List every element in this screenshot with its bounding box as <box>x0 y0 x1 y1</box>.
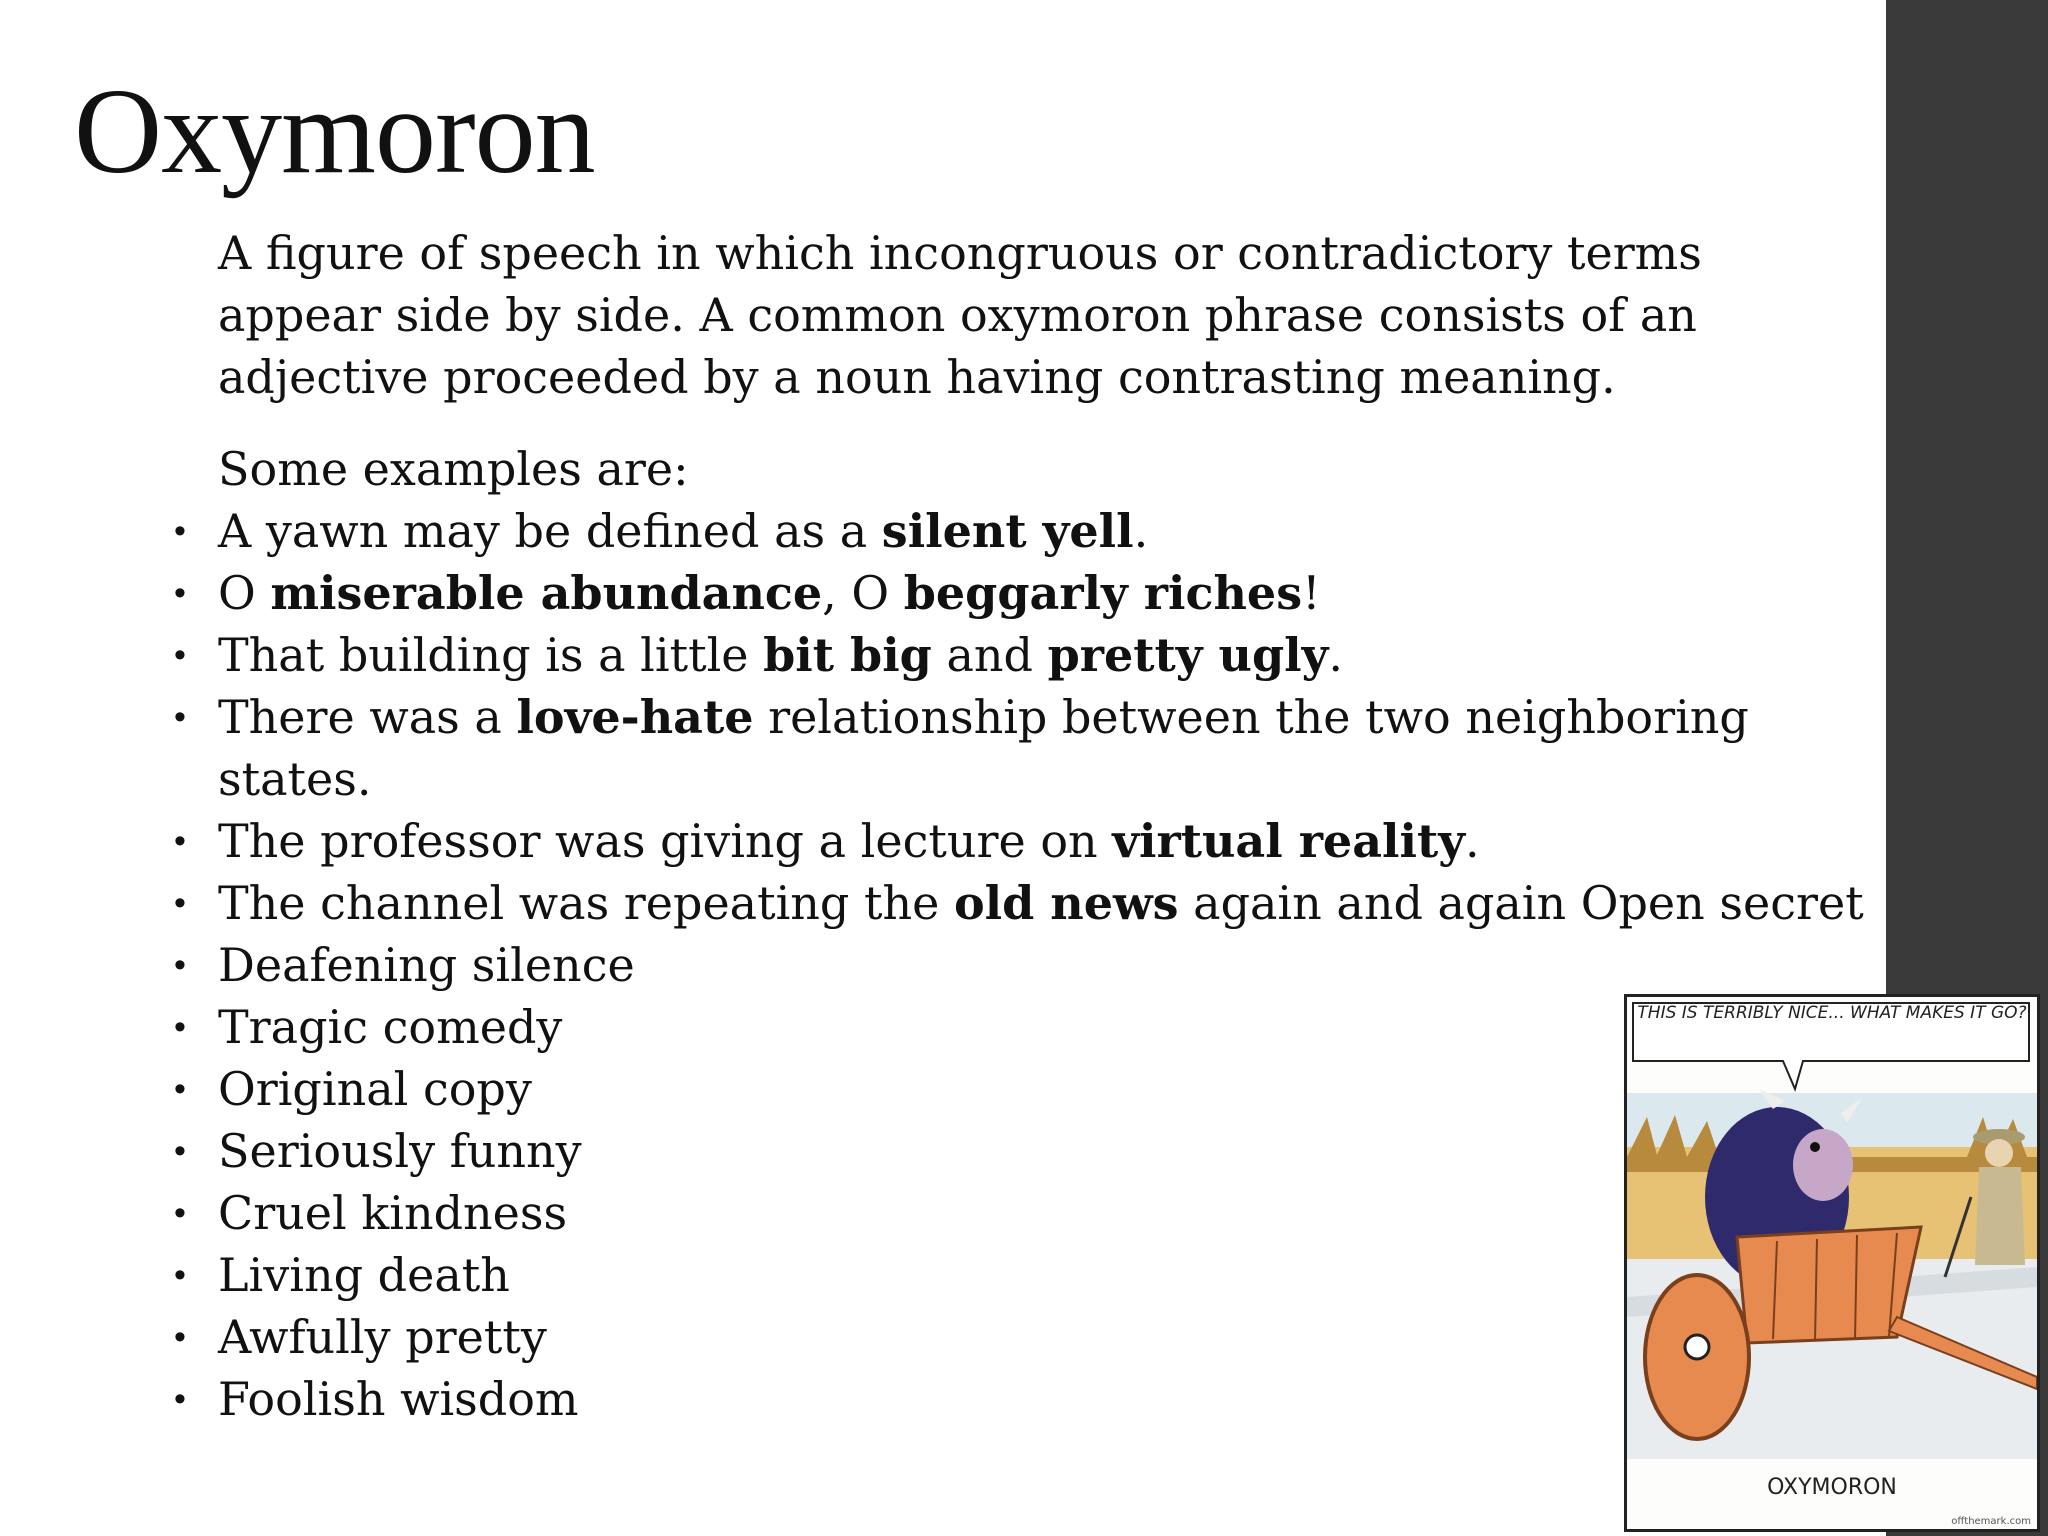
example-item <box>174 500 1878 562</box>
example-text: Seriously funny <box>218 1124 582 1178</box>
example-text: , O <box>822 566 904 620</box>
example-item <box>174 1306 1878 1368</box>
definition-text: A figure of speech in which incongruous or contradictory terms appear side by side. A common oxymoron phrase consists of an adjective proceeded by a noun having contrasting meaning. <box>218 226 1702 404</box>
example-text: The channel was repeating the <box>218 876 954 930</box>
example-item <box>174 686 1878 810</box>
oxymoron-phrase: miserable abundance <box>270 566 823 620</box>
example-text: relationship between the two neighboring states. <box>218 690 1749 806</box>
example-item <box>174 624 1878 686</box>
examples-intro: Some examples are: <box>218 442 689 496</box>
example-text: Awfully pretty <box>218 1310 547 1364</box>
example-item <box>174 872 1878 934</box>
oxymoron-phrase: bit big <box>763 628 932 682</box>
example-item <box>174 810 1878 872</box>
oxymoron-phrase: love-hate <box>516 690 754 744</box>
example-text: . <box>1464 814 1480 868</box>
example-text: O <box>218 566 271 620</box>
slide-title: Oxymoron <box>74 64 595 199</box>
oxymoron-phrase: old news <box>953 876 1179 930</box>
example-item <box>174 1244 1878 1306</box>
example-item <box>174 562 1878 624</box>
example-text: A yawn may be defined as a <box>218 504 882 558</box>
oxymoron-phrase: virtual reality <box>1112 814 1465 868</box>
example-item <box>174 1368 1878 1430</box>
example-text: That building is a little <box>218 628 764 682</box>
example-text: The professor was giving a lecture on <box>218 814 1113 868</box>
example-text: . <box>1133 504 1149 558</box>
example-text: There was a <box>218 690 517 744</box>
farmer-figure <box>1975 1167 2025 1265</box>
example-text: and <box>931 628 1048 682</box>
example-text: Cruel kindness <box>218 1186 568 1240</box>
example-text: Foolish wisdom <box>218 1372 579 1426</box>
example-text: again and again Open secret <box>1178 876 1864 930</box>
oxymoron-phrase: pretty ugly <box>1047 628 1329 682</box>
example-item <box>174 1182 1878 1244</box>
example-text: Tragic comedy <box>218 1000 563 1054</box>
example-item <box>174 996 1878 1058</box>
example-text: Original copy <box>218 1062 532 1116</box>
oxymoron-phrase: beggarly riches <box>903 566 1303 620</box>
oxymoron-phrase: silent yell <box>881 504 1134 558</box>
speech-bubble-text: THIS IS TERRIBLY NICE... WHAT MAKES IT GO? <box>1637 1003 2027 1023</box>
example-text: ! <box>1302 566 1321 620</box>
example-item <box>174 1058 1878 1120</box>
comic-illustration <box>1627 997 2037 1529</box>
example-text: Deafening silence <box>218 938 635 992</box>
example-item <box>174 1120 1878 1182</box>
comic-label: OXYMORON <box>1767 1475 1897 1500</box>
oxymoron-comic-image <box>1624 994 2040 1532</box>
example-text: . <box>1328 628 1343 682</box>
example-text: Living death <box>218 1248 510 1302</box>
comic-credit: offthemark.com <box>1951 1516 2031 1527</box>
example-item <box>174 934 1878 996</box>
